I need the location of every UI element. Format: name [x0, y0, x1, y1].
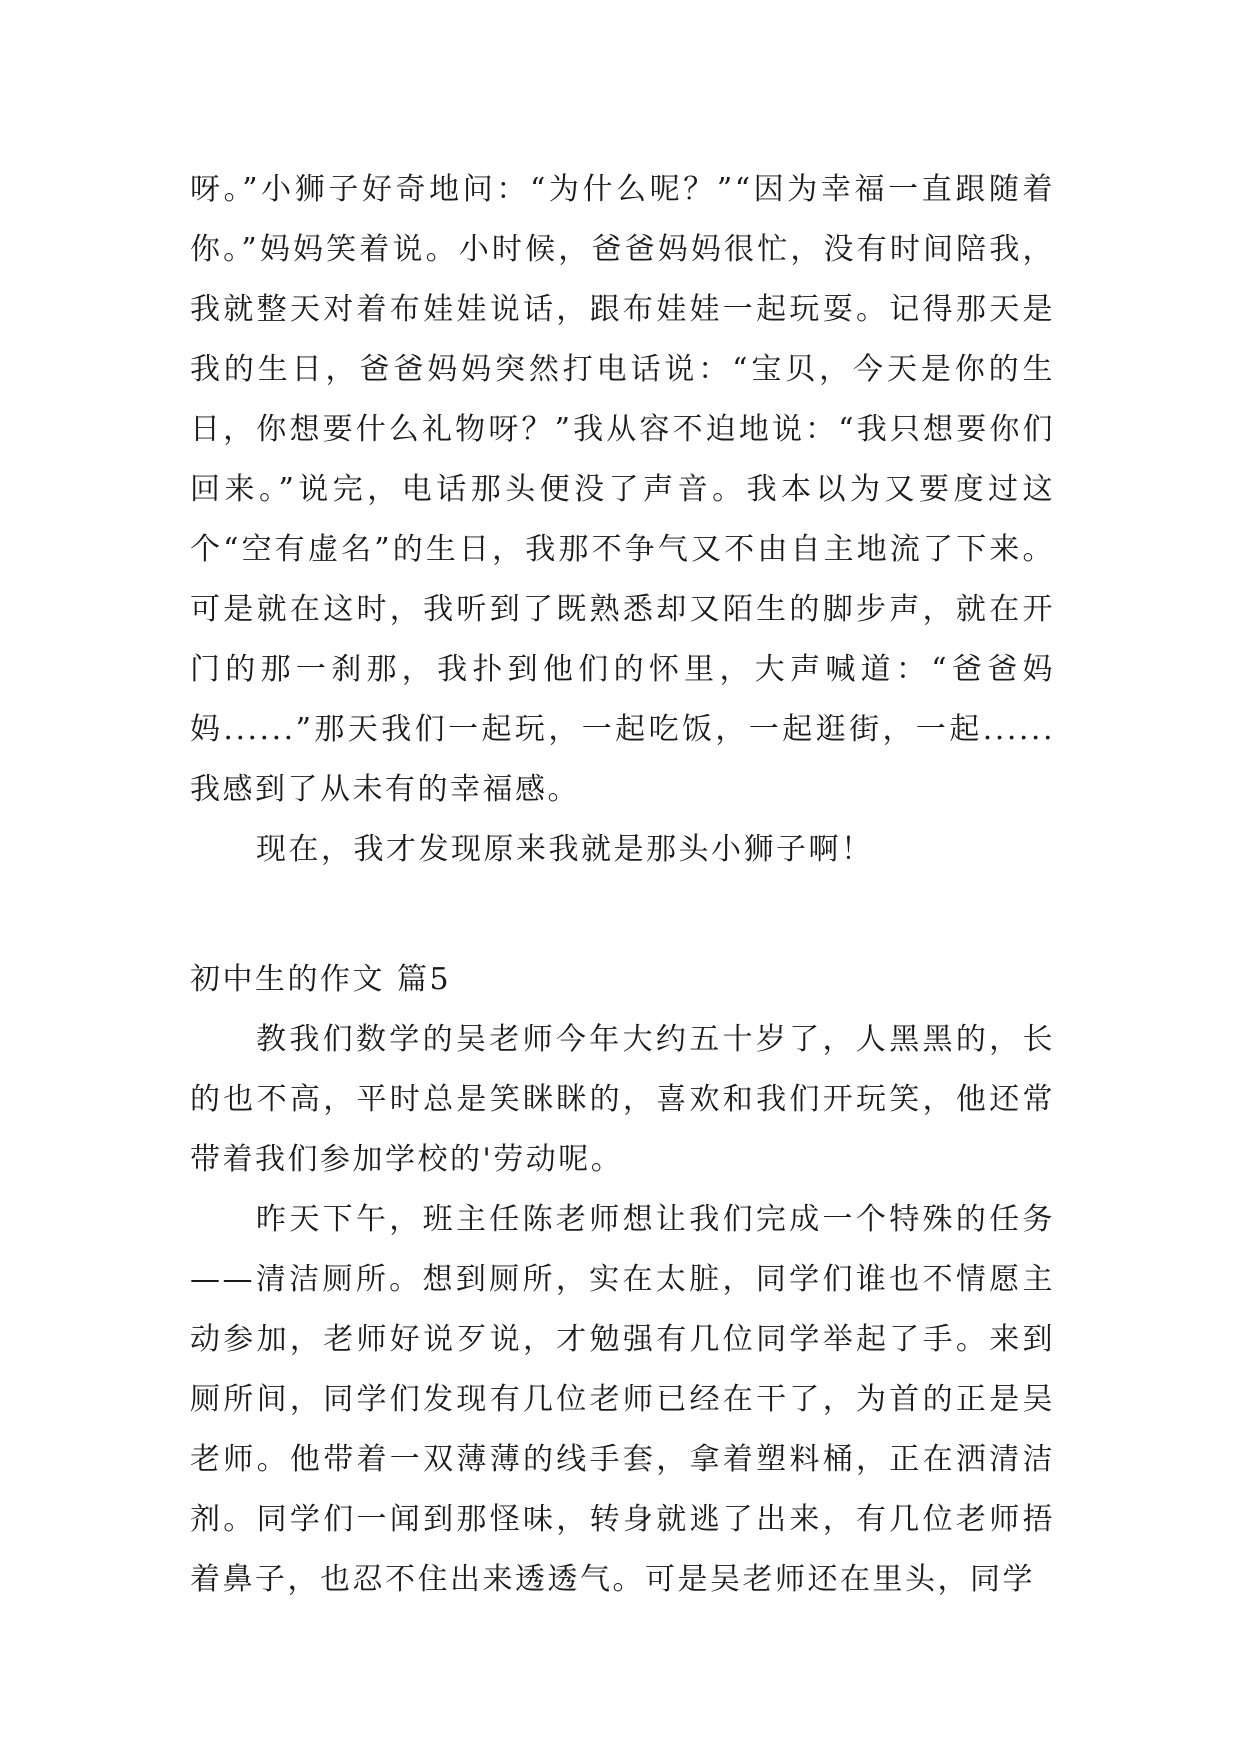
- paragraph-cleaning-story: 昨天下午，班主任陈老师想让我们完成一个特殊的任务——清洁厕所。想到厕所，实在太脏，同学们谁也不情愿主动参加，老师好说歹说，才勉强有几位同学举起了手。来到厕所间，同学们发现有几位老师已经在干了，为首的正是吴老师。他带着一双薄薄的线手套，拿着塑料桶，正在洒清洁剂。同学们一闻到那怪味，转身就逃了出来，有几位老师捂着鼻子，也忍不住出来透透气。可是吴老师还在里头，同学: [190, 1202, 1055, 1597]
- document-body: [190, 160, 1055, 1610]
- paragraph-teacher-intro: 教我们数学的吴老师今年大约五十岁了，人黑黑的，长的也不高，平时总是笑眯眯的，喜欢和我们开玩笑，他还常带着我们参加学校的'劳动呢。: [190, 1022, 1055, 1177]
- paragraph-story-continuation: 呀。”小狮子好奇地问：“为什么呢？”“因为幸福一直跟随着你。”妈妈笑着说。小时候，爸爸妈妈很忙，没有时间陪我，我就整天对着布娃娃说话，跟布娃娃一起玩耍。记得那天是我的生日，爸爸妈妈突然打电话说：“宝贝，今天是你的生日，你想要什么礼物呀？”我从容不迫地说：“我只想要你们回来。”说完，电话那头便没了声音。我本以为又要度过这个“空有虚名”的生日，我那不争气又不由自主地流了下来。可是就在这时，我听到了既熟悉却又陌生的脚步声，就在开门的那一刹那，我扑到他们的怀里，大声喊道：“爸爸妈妈......”那天我们一起玩，一起吃饭，一起逛街，一起......我感到了从未有的幸福感。: [190, 172, 1055, 807]
- paragraph-conclusion: 现在，我才发现原来我就是那头小狮子啊！: [256, 832, 874, 867]
- section-title: 初中生的作文 篇5: [190, 962, 452, 997]
